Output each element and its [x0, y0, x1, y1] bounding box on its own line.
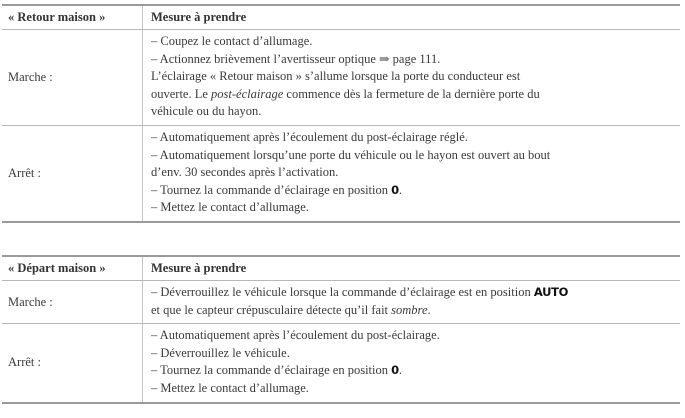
- switch-position-symbol: 0: [391, 363, 399, 378]
- instruction-text: – Actionnez brièvement l’avertisseur optique ⇒ page 111.: [151, 51, 441, 66]
- row-instructions: [143, 281, 680, 323]
- instruction-line: [151, 86, 680, 104]
- table-row: [2, 126, 680, 221]
- instruction-text: commence dès la fermeture de la dernière porte du: [283, 86, 540, 101]
- table-row: [2, 324, 680, 401]
- instruction-text: L’éclairage « Retour maison » s’allume lorsque la porte du conducteur est: [151, 69, 521, 84]
- row-label: Marche :: [2, 281, 143, 323]
- retour-maison-table: [2, 4, 680, 223]
- instruction-text: – Automatiquement lorsqu’une porte du véhicule ou le hayon est ouvert au bout: [151, 147, 551, 162]
- row-label: Arrêt :: [2, 324, 143, 401]
- instruction-line: [151, 51, 680, 69]
- instruction-line: [151, 164, 680, 182]
- table-header-row: [2, 6, 680, 30]
- row-instructions: [143, 30, 680, 125]
- instruction-text: et que le capteur crépusculaire détecte qu’il fait: [151, 302, 392, 317]
- emphasized-text: post-éclairage: [211, 86, 284, 101]
- row-instructions: [143, 126, 680, 221]
- instruction-line: [151, 68, 680, 86]
- instruction-line: [151, 182, 680, 200]
- action-header: Mesure à prendre: [151, 10, 247, 24]
- mode-header: « Retour maison »: [2, 6, 143, 29]
- instruction-text: – Automatiquement après l’écoulement du post-éclairage réglé.: [151, 129, 468, 144]
- row-label: Arrêt :: [2, 126, 143, 221]
- instruction-line: [151, 284, 680, 302]
- mode-header: « Départ maison »: [2, 257, 143, 280]
- instruction-text: .: [398, 363, 402, 378]
- instruction-text: .: [427, 302, 431, 317]
- instruction-text: – Mettez le contact d’allumage.: [151, 380, 309, 395]
- instruction-line: [151, 327, 680, 345]
- table-row: [2, 30, 680, 126]
- instruction-text: – Tournez la commande d’éclairage en position: [151, 363, 392, 378]
- instruction-text: – Déverrouillez le véhicule.: [151, 345, 290, 360]
- depart-maison-table: [2, 255, 680, 404]
- action-header: Mesure à prendre: [151, 261, 247, 275]
- instruction-text: ouverte. Le: [151, 86, 212, 101]
- row-label: Marche :: [2, 30, 143, 125]
- instruction-line: [151, 362, 680, 380]
- emphasized-text: sombre: [391, 302, 428, 317]
- instruction-text: – Coupez le contact d’allumage.: [151, 34, 313, 48]
- instruction-text: .: [398, 182, 402, 197]
- instruction-line: [151, 199, 680, 217]
- table-header-row: [2, 257, 680, 281]
- instruction-text: – Mettez le contact d’allumage.: [151, 200, 309, 215]
- instruction-line: [151, 302, 680, 320]
- instruction-text: – Tournez la commande d’éclairage en position: [151, 182, 392, 197]
- instruction-text: véhicule ou du hayon.: [151, 104, 262, 119]
- instruction-line: [151, 103, 680, 121]
- switch-position-symbol: AUTO: [533, 285, 569, 299]
- instruction-line: [151, 345, 680, 363]
- table-row: [2, 281, 680, 324]
- instruction-text: d’env. 30 secondes après l’activation.: [151, 165, 339, 180]
- instruction-line: [151, 129, 680, 147]
- instruction-text: – Automatiquement après l’écoulement du post-éclairage.: [151, 328, 440, 343]
- instruction-line: [151, 33, 680, 51]
- switch-position-symbol: 0: [391, 182, 399, 197]
- row-instructions: [143, 324, 680, 401]
- instruction-text: – Déverrouillez le véhicule lorsque la commande d’éclairage est en position: [151, 285, 534, 299]
- instruction-line: [151, 147, 680, 165]
- instruction-line: [151, 380, 680, 398]
